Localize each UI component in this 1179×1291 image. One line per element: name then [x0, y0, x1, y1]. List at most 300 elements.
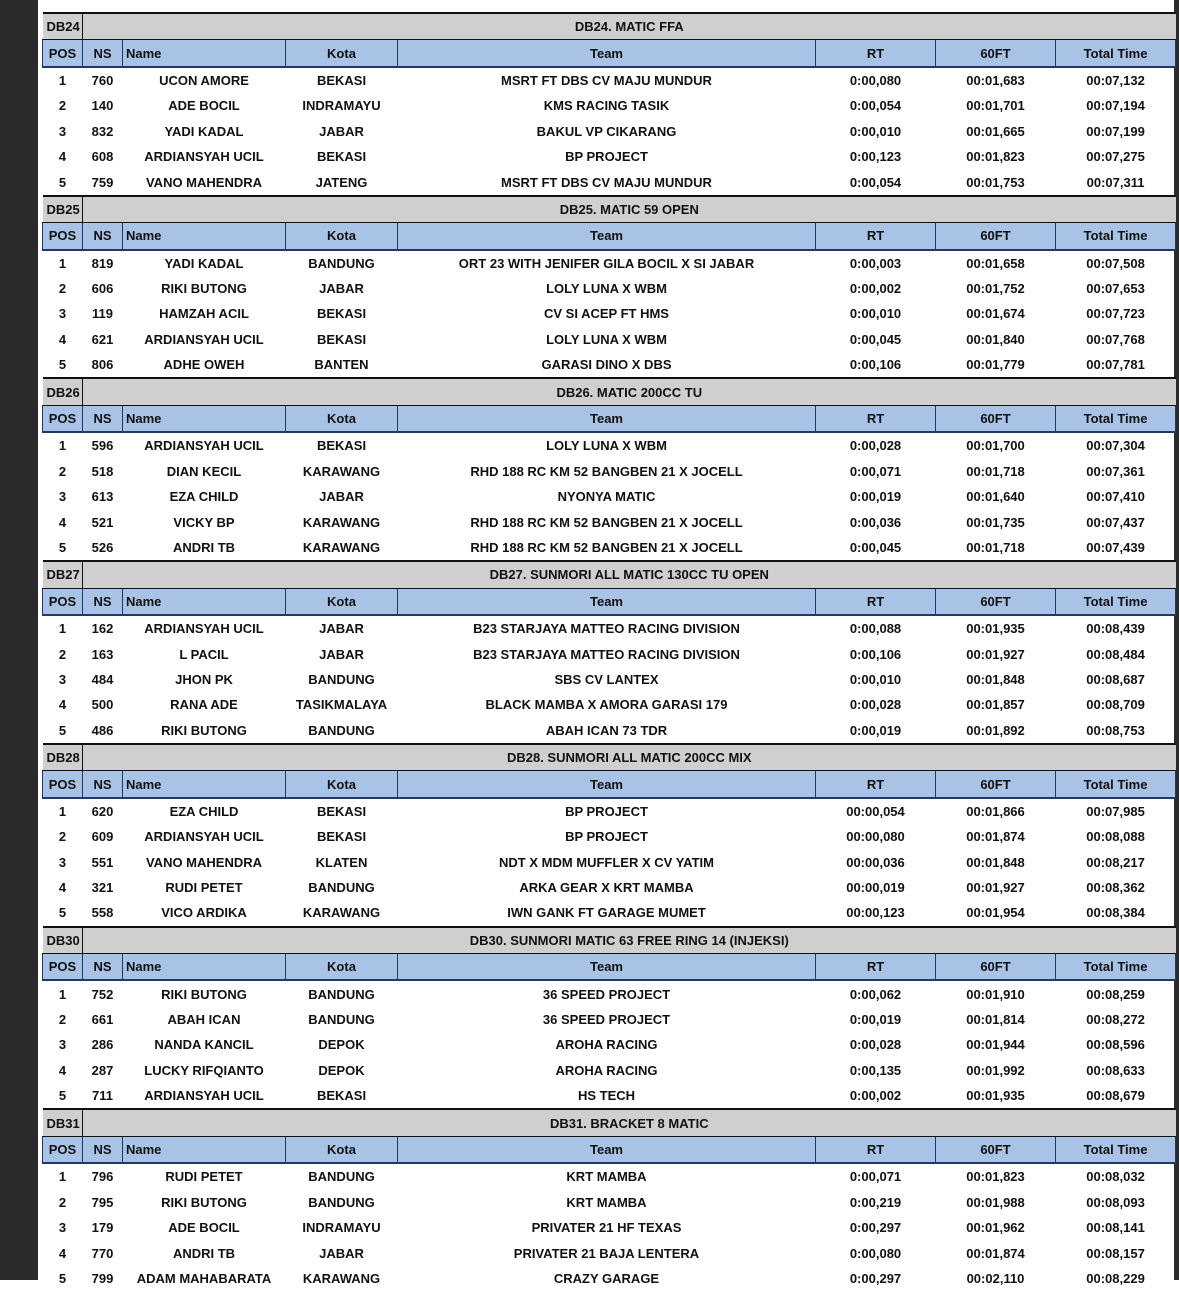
cell-total-time: 00:07,723 — [1086, 306, 1145, 322]
cell-team: 36 SPEED PROJECT — [542, 1012, 671, 1028]
cell-ns: 558 — [91, 905, 114, 921]
column-header-kota: Kota — [286, 588, 398, 615]
cell-ns: 796 — [91, 1169, 114, 1185]
cell-pos: 3 — [58, 854, 67, 870]
cell-kota: BANDUNG — [308, 1169, 375, 1185]
cell-team: B23 STARJAYA MATTEO RACING DIVISION — [473, 621, 740, 637]
cell-team: MSRT FT DBS CV MAJU MUNDUR — [501, 72, 712, 88]
cell-total-time: 00:07,132 — [1086, 72, 1145, 88]
column-header-name: Name — [123, 223, 286, 250]
cell-name: ADE BOCIL — [168, 1220, 240, 1236]
column-header-row — [43, 223, 1176, 250]
column-header-row — [43, 771, 1176, 798]
cell-ns: 620 — [91, 803, 114, 819]
cell-total-time: 00:07,985 — [1086, 803, 1145, 819]
cell-name: ARDIANSYAH UCIL — [144, 331, 264, 347]
cell-ns: 819 — [91, 255, 114, 271]
cell-60ft: 00:01,701 — [966, 98, 1025, 114]
cell-60ft: 00:01,848 — [966, 854, 1025, 870]
table-row — [43, 1083, 1176, 1109]
cell-rt: 00:00,019 — [846, 880, 905, 896]
cell-60ft: 00:01,779 — [966, 357, 1025, 373]
column-header-name: Name — [123, 1136, 286, 1163]
cell-rt: 00:00,054 — [846, 803, 905, 819]
cell-rt: 00:00,036 — [846, 854, 905, 870]
category-title: DB24. MATIC FFA — [83, 13, 1176, 40]
cell-ns: 119 — [92, 306, 113, 322]
cell-total-time: 00:08,633 — [1086, 1062, 1145, 1078]
cell-rt: 0:00,036 — [849, 514, 902, 530]
category-code: DB28 — [43, 744, 83, 771]
column-header-pos: POS — [43, 771, 83, 798]
table-row — [43, 1032, 1176, 1057]
cell-ns: 162 — [91, 621, 114, 637]
cell-kota: INDRAMAYU — [302, 98, 381, 114]
cell-60ft: 00:01,927 — [966, 646, 1025, 662]
column-header-rt: RT — [816, 954, 936, 981]
column-header-ns: NS — [83, 405, 123, 432]
cell-pos: 4 — [58, 1062, 67, 1078]
cell-name: ARDIANSYAH UCIL — [144, 829, 264, 845]
column-header-team: Team — [398, 588, 816, 615]
cell-name: NANDA KANCIL — [154, 1037, 254, 1053]
cell-ns: 613 — [91, 489, 114, 505]
cell-pos: 2 — [58, 463, 67, 479]
column-header-60ft: 60FT — [936, 954, 1056, 981]
table-row — [43, 276, 1176, 301]
cell-ns: 526 — [91, 540, 114, 555]
cell-total-time: 00:08,362 — [1086, 880, 1145, 896]
column-header-total-time: Total Time — [1056, 223, 1176, 250]
cell-60ft: 00:01,683 — [966, 72, 1025, 88]
cell-kota: BEKASI — [316, 438, 367, 454]
cell-team: KMS RACING TASIK — [543, 98, 670, 114]
table-row — [43, 1007, 1176, 1032]
table-row — [43, 875, 1176, 900]
column-header-name: Name — [123, 771, 286, 798]
column-header-kota: Kota — [286, 405, 398, 432]
table-row — [43, 67, 1176, 93]
cell-ns: 596 — [91, 438, 114, 454]
cell-60ft: 00:01,814 — [966, 1012, 1025, 1028]
cell-ns: 287 — [91, 1062, 114, 1078]
cell-ns: 770 — [91, 1245, 114, 1261]
cell-pos: 3 — [58, 306, 67, 322]
cell-pos: 2 — [58, 1012, 67, 1028]
cell-kota: JABAR — [319, 1245, 364, 1261]
cell-kota: BEKASI — [316, 829, 367, 845]
table-row — [43, 718, 1176, 744]
cell-name: VICO ARDIKA — [161, 905, 247, 921]
cell-name: VICKY BP — [173, 514, 235, 530]
cell-team: MSRT FT DBS CV MAJU MUNDUR — [501, 174, 712, 190]
cell-team: IWN GANK FT GARAGE MUMET — [507, 905, 706, 921]
cell-rt: 0:00,062 — [849, 986, 902, 1002]
cell-team: LOLY LUNA X WBM — [546, 438, 667, 454]
table-row — [43, 250, 1176, 276]
cell-kota: JABAR — [319, 621, 364, 637]
cell-total-time: 00:07,361 — [1086, 463, 1145, 479]
column-header-team: Team — [398, 954, 816, 981]
cell-pos: 2 — [58, 98, 67, 114]
table-row — [43, 1058, 1176, 1083]
cell-total-time: 00:07,508 — [1086, 255, 1145, 271]
cell-60ft: 00:01,935 — [966, 1088, 1025, 1104]
cell-pos: 1 — [58, 621, 67, 637]
cell-name: EZA CHILD — [169, 489, 239, 505]
cell-60ft: 00:01,927 — [966, 880, 1025, 896]
cell-name: HAMZAH ACIL — [159, 306, 249, 322]
cell-total-time: 00:08,141 — [1086, 1220, 1145, 1236]
table-row — [43, 980, 1176, 1006]
column-header-pos: POS — [43, 588, 83, 615]
category-code: DB30 — [43, 927, 83, 954]
cell-name: ARDIANSYAH UCIL — [144, 621, 264, 637]
cell-pos: 5 — [58, 540, 67, 555]
cell-team: LOLY LUNA X WBM — [546, 331, 667, 347]
cell-total-time: 00:07,653 — [1086, 281, 1145, 297]
results-sheet — [42, 12, 1175, 1291]
cell-pos: 2 — [58, 829, 67, 845]
category-code: DB27 — [43, 561, 83, 588]
cell-kota: TASIKMALAYA — [295, 697, 388, 713]
cell-rt: 0:00,002 — [849, 281, 902, 297]
column-header-name: Name — [123, 405, 286, 432]
column-header-60ft: 60FT — [936, 1136, 1056, 1163]
cell-rt: 0:00,080 — [849, 1245, 902, 1261]
column-header-kota: Kota — [286, 1136, 398, 1163]
cell-rt: 0:00,028 — [849, 438, 902, 454]
cell-60ft: 00:01,840 — [966, 331, 1025, 347]
table-row — [43, 1266, 1176, 1291]
table-row — [43, 327, 1176, 352]
column-header-60ft: 60FT — [936, 40, 1056, 67]
cell-pos: 2 — [58, 1194, 67, 1210]
cell-total-time: 00:08,384 — [1086, 905, 1145, 921]
cell-name: JHON PK — [175, 671, 233, 687]
cell-rt: 0:00,071 — [849, 1169, 902, 1185]
column-header-name: Name — [123, 954, 286, 981]
column-header-total-time: Total Time — [1056, 588, 1176, 615]
column-header-total-time: Total Time — [1056, 954, 1176, 981]
cell-team: NYONYA MATIC — [557, 489, 656, 505]
table-row — [43, 535, 1176, 561]
cell-kota: KARAWANG — [302, 540, 381, 555]
cell-kota: BEKASI — [316, 149, 367, 165]
cell-ns: 711 — [92, 1088, 113, 1104]
column-header-team: Team — [398, 771, 816, 798]
cell-pos: 5 — [58, 1270, 67, 1286]
category-row-db26 — [43, 378, 1176, 405]
column-header-rt: RT — [816, 40, 936, 67]
cell-60ft: 00:01,823 — [966, 149, 1025, 165]
cell-ns: 661 — [91, 1012, 114, 1028]
cell-name: UCON AMORE — [159, 72, 249, 88]
cell-rt: 0:00,003 — [849, 255, 902, 271]
column-header-rt: RT — [816, 771, 936, 798]
cell-team: AROHA RACING — [555, 1037, 658, 1053]
cell-60ft: 00:01,944 — [966, 1037, 1025, 1053]
cell-60ft: 00:01,735 — [966, 514, 1025, 530]
cell-rt: 0:00,219 — [849, 1194, 902, 1210]
column-header-row — [43, 405, 1176, 432]
cell-60ft: 00:01,752 — [966, 281, 1025, 297]
column-header-60ft: 60FT — [936, 771, 1056, 798]
table-row — [43, 667, 1176, 692]
cell-kota: JABAR — [319, 123, 364, 139]
cell-rt: 0:00,088 — [849, 621, 902, 637]
cell-rt: 0:00,010 — [849, 671, 902, 687]
cell-total-time: 00:08,088 — [1086, 829, 1145, 845]
cell-name: ARDIANSYAH UCIL — [144, 149, 264, 165]
cell-60ft: 00:01,658 — [966, 255, 1025, 271]
cell-total-time: 00:08,032 — [1086, 1169, 1145, 1185]
cell-ns: 486 — [91, 722, 114, 738]
column-header-kota: Kota — [286, 223, 398, 250]
cell-pos: 1 — [58, 72, 67, 88]
column-header-name: Name — [123, 588, 286, 615]
cell-kota: BANDUNG — [308, 1194, 375, 1210]
cell-kota: BANDUNG — [308, 1012, 375, 1028]
cell-kota: BEKASI — [316, 306, 367, 322]
cell-kota: BEKASI — [316, 72, 367, 88]
cell-name: ANDRI TB — [172, 1245, 236, 1261]
cell-kota: BANDUNG — [308, 255, 375, 271]
cell-team: GARASI DINO X DBS — [541, 357, 672, 373]
category-row-db27 — [43, 561, 1176, 588]
cell-team: CV SI ACEP FT HMS — [544, 306, 669, 322]
results-table — [42, 12, 1176, 1291]
table-row — [43, 1215, 1176, 1240]
cell-ns: 286 — [91, 1037, 114, 1053]
cell-total-time: 00:08,484 — [1086, 646, 1145, 662]
cell-60ft: 00:01,674 — [966, 306, 1025, 322]
cell-name: LUCKY RIFQIANTO — [144, 1062, 264, 1078]
cell-pos: 5 — [58, 722, 67, 738]
cell-60ft: 00:01,718 — [966, 540, 1025, 555]
cell-ns: 760 — [91, 72, 114, 88]
cell-total-time: 00:08,272 — [1086, 1012, 1145, 1028]
cell-name: VANO MAHENDRA — [145, 174, 263, 190]
column-header-pos: POS — [43, 223, 83, 250]
cell-team: BP PROJECT — [565, 149, 648, 165]
cell-total-time: 00:07,439 — [1086, 540, 1145, 555]
cell-kota: KARAWANG — [302, 1270, 381, 1286]
cell-total-time: 00:07,194 — [1086, 98, 1145, 114]
cell-name: YADI KADAL — [164, 123, 244, 139]
column-header-ns: NS — [83, 588, 123, 615]
cell-total-time: 00:08,093 — [1086, 1194, 1145, 1210]
cell-total-time: 00:07,410 — [1086, 489, 1145, 505]
cell-60ft: 00:01,910 — [966, 986, 1025, 1002]
cell-team: HS TECH — [577, 1088, 636, 1104]
column-header-ns: NS — [83, 771, 123, 798]
cell-kota: DEPOK — [318, 1037, 365, 1053]
cell-pos: 3 — [58, 1037, 67, 1053]
table-row — [43, 144, 1176, 169]
category-row-db30 — [43, 927, 1176, 954]
cell-total-time: 00:08,229 — [1086, 1270, 1145, 1286]
cell-kota: KARAWANG — [302, 905, 381, 921]
cell-rt: 0:00,045 — [849, 540, 902, 555]
cell-ns: 806 — [91, 357, 114, 373]
table-row — [43, 641, 1176, 666]
cell-60ft: 00:01,665 — [966, 123, 1025, 139]
table-row — [43, 352, 1176, 378]
cell-pos: 1 — [58, 438, 67, 454]
cell-ns: 759 — [91, 174, 114, 190]
cell-pos: 1 — [58, 986, 67, 1002]
cell-rt: 0:00,123 — [849, 149, 902, 165]
cell-60ft: 00:01,700 — [966, 438, 1025, 454]
cell-team: 36 SPEED PROJECT — [542, 986, 671, 1002]
category-title: DB31. BRACKET 8 MATIC — [83, 1109, 1176, 1136]
cell-ns: 321 — [91, 880, 114, 896]
cell-pos: 4 — [58, 880, 67, 896]
cell-ns: 163 — [91, 646, 114, 662]
cell-ns: 551 — [91, 854, 114, 870]
table-row — [43, 1190, 1176, 1215]
table-row — [43, 850, 1176, 875]
category-title: DB27. SUNMORI ALL MATIC 130CC TU OPEN — [83, 561, 1176, 588]
table-row — [43, 824, 1176, 849]
cell-60ft: 00:01,892 — [966, 722, 1025, 738]
cell-total-time: 00:08,679 — [1086, 1088, 1145, 1104]
cell-total-time: 00:08,217 — [1086, 854, 1145, 870]
cell-kota: INDRAMAYU — [302, 1220, 381, 1236]
cell-name: RUDI PETET — [165, 1169, 243, 1185]
cell-kota: JABAR — [319, 489, 364, 505]
cell-rt: 0:00,071 — [849, 463, 902, 479]
cell-kota: BEKASI — [316, 803, 367, 819]
cell-team: PRIVATER 21 BAJA LENTERA — [513, 1245, 700, 1261]
cell-60ft: 00:02,110 — [966, 1270, 1025, 1286]
category-title: DB30. SUNMORI MATIC 63 FREE RING 14 (INJEKSI) — [83, 927, 1176, 954]
cell-ns: 518 — [91, 463, 114, 479]
cell-pos: 3 — [58, 489, 67, 505]
cell-name: YADI KADAL — [164, 255, 244, 271]
table-row — [43, 1163, 1176, 1189]
cell-total-time: 00:07,304 — [1086, 438, 1145, 454]
column-header-kota: Kota — [286, 954, 398, 981]
table-row — [43, 900, 1176, 926]
column-header-pos: POS — [43, 40, 83, 67]
cell-name: ARDIANSYAH UCIL — [144, 1088, 264, 1104]
cell-name: ADAM MAHABARATA — [136, 1270, 272, 1286]
category-title: DB28. SUNMORI ALL MATIC 200CC MIX — [83, 744, 1176, 771]
cell-team: SBS CV LANTEX — [554, 671, 659, 687]
cell-kota: BEKASI — [316, 331, 367, 347]
cell-60ft: 00:01,992 — [966, 1062, 1025, 1078]
cell-kota: JATENG — [315, 174, 368, 190]
cell-team: BP PROJECT — [565, 829, 648, 845]
cell-kota: DEPOK — [318, 1062, 365, 1078]
cell-team: KRT MAMBA — [566, 1194, 647, 1210]
category-code: DB25 — [43, 196, 83, 223]
table-row — [43, 93, 1176, 118]
category-title: DB26. MATIC 200CC TU — [83, 378, 1176, 405]
column-header-team: Team — [398, 1136, 816, 1163]
column-header-row — [43, 588, 1176, 615]
column-header-row — [43, 40, 1176, 67]
column-header-total-time: Total Time — [1056, 405, 1176, 432]
cell-total-time: 00:08,596 — [1086, 1037, 1145, 1053]
cell-rt: 0:00,010 — [849, 123, 902, 139]
column-header-row — [43, 1136, 1176, 1163]
cell-name: DIAN KECIL — [166, 463, 242, 479]
cell-team: KRT MAMBA — [566, 1169, 647, 1185]
cell-ns: 140 — [91, 98, 114, 114]
cell-total-time: 00:07,768 — [1086, 331, 1145, 347]
cell-60ft: 00:01,988 — [966, 1194, 1025, 1210]
cell-ns: 795 — [91, 1194, 114, 1210]
cell-total-time: 00:08,439 — [1086, 621, 1145, 637]
cell-name: RUDI PETET — [165, 880, 243, 896]
cell-pos: 2 — [58, 646, 67, 662]
column-header-60ft: 60FT — [936, 588, 1056, 615]
category-row-db25 — [43, 196, 1176, 223]
cell-pos: 5 — [58, 905, 67, 921]
cell-kota: BANDUNG — [308, 671, 375, 687]
cell-team: RHD 188 RC KM 52 BANGBEN 21 X JOCELL — [470, 540, 743, 555]
cell-rt: 0:00,028 — [849, 697, 902, 713]
column-header-60ft: 60FT — [936, 405, 1056, 432]
cell-ns: 608 — [91, 149, 114, 165]
column-header-team: Team — [398, 223, 816, 250]
cell-pos: 5 — [58, 174, 67, 190]
cell-60ft: 00:01,848 — [966, 671, 1025, 687]
column-header-ns: NS — [83, 954, 123, 981]
cell-team: B23 STARJAYA MATTEO RACING DIVISION — [473, 646, 740, 662]
cell-total-time: 00:08,259 — [1086, 986, 1145, 1002]
cell-team: ARKA GEAR X KRT MAMBA — [519, 880, 694, 896]
cell-total-time: 00:07,199 — [1086, 123, 1145, 139]
column-header-total-time: Total Time — [1056, 40, 1176, 67]
column-header-60ft: 60FT — [936, 223, 1056, 250]
cell-ns: 621 — [91, 331, 114, 347]
cell-pos: 5 — [58, 1088, 67, 1104]
cell-team: RHD 188 RC KM 52 BANGBEN 21 X JOCELL — [470, 463, 743, 479]
column-header-name: Name — [123, 40, 286, 67]
column-header-total-time: Total Time — [1056, 771, 1176, 798]
cell-rt: 0:00,019 — [849, 722, 902, 738]
table-row — [43, 119, 1176, 144]
cell-name: ANDRI TB — [172, 540, 236, 555]
cell-rt: 0:00,135 — [849, 1062, 902, 1078]
cell-name: RIKI BUTONG — [161, 281, 247, 297]
cell-rt: 0:00,019 — [849, 489, 902, 505]
column-header-kota: Kota — [286, 771, 398, 798]
cell-60ft: 00:01,718 — [966, 463, 1025, 479]
cell-team: BLACK MAMBA X AMORA GARASI 179 — [485, 697, 728, 713]
cell-pos: 1 — [58, 1169, 67, 1185]
cell-pos: 3 — [58, 123, 67, 139]
column-header-pos: POS — [43, 405, 83, 432]
cell-ns: 484 — [91, 671, 114, 687]
cell-ns: 832 — [91, 123, 114, 139]
cell-rt: 0:00,106 — [849, 646, 902, 662]
column-header-ns: NS — [83, 223, 123, 250]
column-header-ns: NS — [83, 40, 123, 67]
cell-kota: JABAR — [319, 281, 364, 297]
column-header-pos: POS — [43, 954, 83, 981]
cell-60ft: 00:01,640 — [966, 489, 1025, 505]
cell-team: ABAH ICAN 73 TDR — [545, 722, 668, 738]
cell-kota: BANTEN — [314, 357, 369, 373]
cell-pos: 4 — [58, 149, 67, 165]
cell-60ft: 00:01,962 — [966, 1220, 1025, 1236]
cell-total-time: 00:08,753 — [1086, 722, 1145, 738]
